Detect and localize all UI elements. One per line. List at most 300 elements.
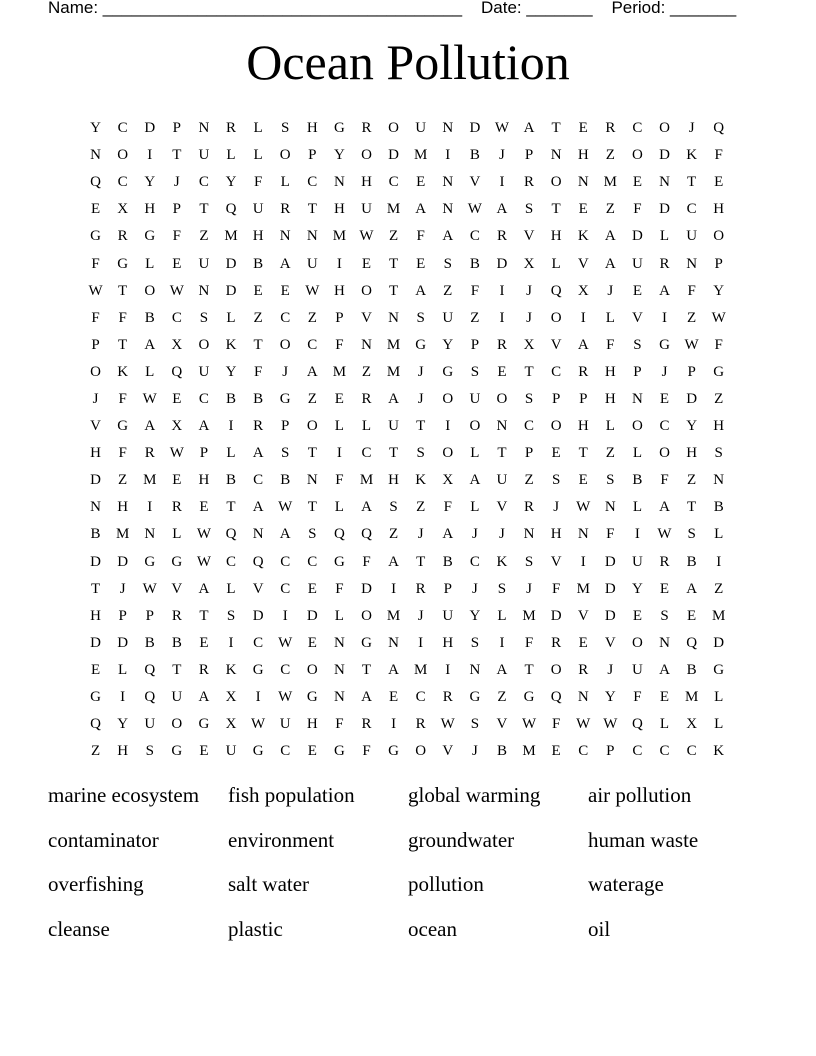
grid-letter: B bbox=[253, 390, 264, 407]
grid-letter: S bbox=[416, 309, 425, 326]
grid-letter: Z bbox=[687, 309, 697, 326]
grid-letter: Q bbox=[225, 201, 237, 218]
grid-letter: S bbox=[281, 445, 290, 462]
grid-letter: M bbox=[414, 661, 428, 678]
grid-row bbox=[82, 115, 732, 142]
grid-letter: W bbox=[88, 282, 103, 299]
grid-letter: C bbox=[361, 445, 372, 462]
grid-letter: A bbox=[279, 526, 291, 543]
grid-letter: C bbox=[632, 743, 643, 760]
grid-letter: U bbox=[198, 363, 210, 380]
grid-letter: I bbox=[391, 716, 397, 733]
grid-letter: G bbox=[90, 689, 101, 706]
grid-letter: D bbox=[117, 553, 129, 570]
grid-letter: C bbox=[280, 661, 291, 678]
grid-letter: U bbox=[198, 147, 210, 164]
grid-letter: E bbox=[659, 689, 670, 706]
grid-letter: A bbox=[306, 363, 318, 380]
grid-letter: B bbox=[253, 255, 264, 272]
grid-letter: W bbox=[278, 499, 293, 516]
grid-letter: L bbox=[361, 418, 372, 435]
grid-letter: M bbox=[386, 336, 401, 353]
grid-letter: T bbox=[118, 282, 128, 299]
grid-letter: G bbox=[659, 336, 670, 353]
grid-letter: N bbox=[144, 526, 156, 543]
grid-letter: L bbox=[497, 607, 507, 624]
grid-letter: J bbox=[553, 499, 560, 516]
grid-letter: W bbox=[494, 120, 510, 137]
grid-letter: O bbox=[496, 390, 508, 407]
grid-letter: T bbox=[199, 201, 209, 218]
grid-letter: O bbox=[388, 120, 399, 137]
grid-letter: E bbox=[687, 607, 697, 624]
grid-letter: G bbox=[469, 689, 481, 706]
grid-letter: R bbox=[117, 228, 128, 245]
grid-letter: J bbox=[282, 363, 289, 380]
grid-letter: S bbox=[714, 445, 723, 462]
grid-letter: F bbox=[524, 634, 534, 651]
grid-letter: Q bbox=[90, 174, 101, 191]
grid-letter: E bbox=[199, 499, 209, 516]
grid-letter: A bbox=[442, 228, 454, 245]
grid-letter: R bbox=[171, 499, 182, 516]
grid-letter: W bbox=[657, 526, 672, 543]
grid-letter: N bbox=[550, 147, 562, 164]
grid-letter: L bbox=[145, 255, 155, 272]
grid-letter: E bbox=[388, 689, 399, 706]
grid-letter: G bbox=[198, 716, 210, 733]
grid-letter: Q bbox=[632, 716, 643, 733]
grid-letter: D bbox=[469, 120, 481, 137]
grid-letter: W bbox=[521, 716, 537, 733]
grid-row bbox=[82, 196, 732, 223]
grid-letter: C bbox=[307, 553, 318, 570]
grid-letter: P bbox=[714, 255, 723, 272]
grid-letter: S bbox=[199, 309, 209, 326]
grid-letter: Z bbox=[605, 147, 615, 164]
grid-letter: Z bbox=[307, 390, 317, 407]
word-list-item: plastic bbox=[228, 916, 283, 941]
grid-letter: E bbox=[172, 390, 182, 407]
grid-letter: B bbox=[144, 309, 155, 326]
grid-letter: I bbox=[147, 499, 153, 516]
grid-letter: A bbox=[577, 336, 589, 353]
grid-letter: C bbox=[198, 390, 209, 407]
grid-letter: G bbox=[333, 743, 345, 760]
grid-letter: I bbox=[580, 309, 586, 326]
grid-letter: C bbox=[171, 309, 182, 326]
grid-letter: J bbox=[417, 607, 424, 624]
grid-letter: B bbox=[686, 553, 697, 570]
grid-letter: W bbox=[359, 228, 374, 245]
grid-letter: J bbox=[526, 580, 532, 597]
header-fields bbox=[48, 0, 736, 18]
grid-letter: T bbox=[388, 282, 399, 299]
grid-letter: D bbox=[604, 553, 616, 570]
grid-letter: R bbox=[415, 580, 426, 597]
grid-letter: Z bbox=[714, 580, 724, 597]
grid-letter: F bbox=[253, 174, 263, 191]
grid-letter: G bbox=[279, 390, 291, 407]
grid-letter: O bbox=[659, 120, 670, 137]
grid-letter: H bbox=[90, 445, 101, 462]
grid-letter: E bbox=[578, 120, 588, 137]
grid-letter: L bbox=[253, 147, 263, 164]
grid-letter: A bbox=[279, 255, 291, 272]
grid-letter: T bbox=[551, 120, 561, 137]
grid-letter: Z bbox=[416, 499, 426, 516]
grid-letter: W bbox=[684, 336, 699, 353]
grid-letter: H bbox=[90, 607, 101, 624]
grid-row bbox=[82, 657, 732, 684]
grid-letter: N bbox=[361, 336, 372, 353]
grid-letter: H bbox=[252, 228, 264, 245]
grid-letter: L bbox=[280, 174, 290, 191]
grid-letter: O bbox=[306, 418, 318, 435]
grid-letter: B bbox=[171, 634, 182, 651]
grid-letter: H bbox=[577, 418, 589, 435]
grid-letter: C bbox=[469, 553, 480, 570]
grid-letter: E bbox=[253, 282, 263, 299]
grid-letter: M bbox=[359, 472, 374, 489]
grid-letter: N bbox=[577, 174, 589, 191]
grid-row bbox=[82, 684, 732, 711]
grid-letter: O bbox=[361, 607, 372, 624]
grid-letter: F bbox=[172, 228, 181, 245]
grid-letter: J bbox=[499, 147, 505, 164]
grid-letter: O bbox=[550, 418, 562, 435]
grid-letter: G bbox=[442, 363, 454, 380]
grid-letter: M bbox=[386, 363, 401, 380]
grid-letter: E bbox=[578, 472, 588, 489]
grid-letter: Y bbox=[604, 689, 616, 706]
grid-letter: Y bbox=[632, 580, 643, 597]
grid-letter: E bbox=[659, 390, 670, 407]
grid-letter: A bbox=[415, 282, 427, 299]
grid-letter: T bbox=[687, 174, 697, 191]
grid-letter: Z bbox=[118, 472, 128, 489]
grid-row bbox=[82, 413, 732, 440]
grid-letter: A bbox=[198, 580, 210, 597]
grid-letter: U bbox=[632, 255, 643, 272]
grid-letter: F bbox=[443, 499, 452, 516]
word-list-item: human waste bbox=[588, 827, 699, 852]
grid-letter: F bbox=[362, 743, 371, 760]
grid-letter: M bbox=[386, 201, 401, 218]
grid-letter: G bbox=[333, 120, 345, 137]
grid-letter: Q bbox=[713, 120, 725, 137]
grid-letter: H bbox=[442, 634, 454, 651]
grid-letter: B bbox=[632, 472, 643, 489]
grid-letter: F bbox=[91, 309, 100, 326]
grid-letter: J bbox=[471, 526, 478, 543]
grid-letter: H bbox=[117, 499, 129, 516]
grid-letter: P bbox=[606, 743, 615, 760]
grid-letter: L bbox=[226, 445, 236, 462]
grid-letter: P bbox=[281, 418, 290, 435]
grid-letter: W bbox=[169, 445, 184, 462]
grid-letter: V bbox=[604, 634, 616, 651]
grid-letter: O bbox=[306, 661, 318, 678]
grid-letter: S bbox=[416, 445, 425, 462]
grid-letter: W bbox=[169, 282, 184, 299]
grid-letter: R bbox=[361, 390, 372, 407]
grid-letter: M bbox=[576, 580, 590, 597]
grid-letter: N bbox=[442, 174, 454, 191]
grid-letter: M bbox=[522, 607, 536, 624]
grid-letter: Y bbox=[144, 174, 156, 191]
grid-letter: S bbox=[497, 580, 507, 597]
grid-letter: Z bbox=[443, 282, 453, 299]
grid-row bbox=[82, 142, 732, 169]
grid-letter: A bbox=[469, 472, 481, 489]
word-list-item: marine ecosystem bbox=[48, 783, 200, 807]
grid-letter: C bbox=[686, 201, 697, 218]
grid-letter: V bbox=[496, 499, 508, 516]
grid-letter: U bbox=[388, 418, 399, 435]
grid-letter: V bbox=[632, 309, 643, 326]
grid-letter: N bbox=[90, 499, 101, 516]
grid-letter: I bbox=[580, 553, 586, 570]
grid-letter: S bbox=[443, 255, 452, 272]
grid-letter: W bbox=[305, 282, 320, 299]
grid-letter: R bbox=[361, 120, 372, 137]
grid-letter: P bbox=[524, 147, 534, 164]
grid-letter: L bbox=[714, 716, 724, 733]
grid-letter: S bbox=[660, 607, 669, 624]
grid-letter: O bbox=[632, 418, 643, 435]
grid-letter: E bbox=[632, 282, 642, 299]
grid-letter: Y bbox=[442, 336, 454, 353]
grid-letter: D bbox=[632, 228, 643, 245]
grid-letter: T bbox=[388, 255, 399, 272]
grid-letter: W bbox=[196, 526, 211, 543]
grid-letter: D bbox=[117, 634, 129, 651]
grid-letter: A bbox=[144, 336, 156, 353]
grid-letter: D bbox=[90, 472, 101, 489]
grid-letter: F bbox=[118, 309, 127, 326]
grid-letter: R bbox=[361, 716, 372, 733]
grid-letter: Q bbox=[144, 689, 156, 706]
grid-letter: T bbox=[253, 336, 263, 353]
grid-letter: H bbox=[604, 390, 616, 407]
grid-letter: K bbox=[496, 553, 508, 570]
grid-letter: L bbox=[714, 689, 724, 706]
grid-letter: S bbox=[524, 390, 534, 407]
grid-letter: N bbox=[252, 526, 264, 543]
grid-letter: A bbox=[388, 390, 399, 407]
grid-letter: C bbox=[117, 174, 128, 191]
grid-letter: N bbox=[306, 228, 318, 245]
grid-letter: W bbox=[576, 499, 591, 516]
grid-letter: Z bbox=[605, 445, 615, 462]
grid-letter: C bbox=[632, 120, 643, 137]
grid-letter: C bbox=[686, 743, 697, 760]
grid-letter: R bbox=[659, 553, 670, 570]
grid-row bbox=[82, 278, 732, 305]
grid-letter: H bbox=[306, 716, 318, 733]
grid-letter: E bbox=[416, 174, 426, 191]
grid-letter: C bbox=[307, 174, 318, 191]
grid-letter: Y bbox=[90, 120, 101, 137]
grid-letter: F bbox=[91, 255, 100, 272]
grid-letter: T bbox=[497, 445, 507, 462]
grid-letter: M bbox=[224, 228, 238, 245]
grid-letter: B bbox=[144, 634, 155, 651]
grid-letter: U bbox=[496, 472, 508, 489]
grid-letter: C bbox=[307, 336, 318, 353]
grid-letter: L bbox=[145, 363, 155, 380]
grid-letter: P bbox=[118, 607, 127, 624]
grid-letter: T bbox=[307, 499, 317, 516]
grid-letter: H bbox=[361, 174, 372, 191]
grid-letter: H bbox=[306, 120, 318, 137]
grid-letter: J bbox=[119, 580, 126, 597]
grid-letter: O bbox=[659, 445, 670, 462]
grid-letter: C bbox=[551, 363, 562, 380]
header-spacer bbox=[593, 0, 612, 17]
grid-letter: S bbox=[145, 743, 154, 760]
grid-letter: N bbox=[333, 174, 345, 191]
grid-letter: M bbox=[522, 743, 536, 760]
grid-letter: I bbox=[499, 282, 505, 299]
grid-letter: I bbox=[662, 309, 668, 326]
grid-letter: U bbox=[171, 689, 183, 706]
grid-letter: M bbox=[603, 174, 617, 191]
grid-letter: N bbox=[442, 201, 454, 218]
grid-letter: E bbox=[334, 390, 344, 407]
grid-letter: P bbox=[308, 147, 317, 164]
grid-letter: O bbox=[361, 282, 372, 299]
grid-letter: V bbox=[252, 580, 264, 597]
grid-letter: G bbox=[306, 689, 318, 706]
grid-letter: R bbox=[659, 255, 670, 272]
grid-letter: T bbox=[687, 499, 697, 516]
grid-letter: F bbox=[335, 336, 344, 353]
grid-row bbox=[82, 630, 732, 657]
grid-row bbox=[82, 332, 732, 359]
grid-letter: F bbox=[118, 445, 127, 462]
grid-letter: C bbox=[659, 418, 670, 435]
grid-letter: E bbox=[551, 445, 561, 462]
grid-letter: R bbox=[442, 689, 453, 706]
grid-letter: X bbox=[171, 336, 183, 353]
grid-letter: S bbox=[606, 472, 615, 489]
grid-row bbox=[82, 386, 732, 413]
word-list-item: overfishing bbox=[48, 872, 144, 897]
grid-letter: F bbox=[551, 580, 561, 597]
grid-letter: N bbox=[198, 282, 210, 299]
grid-letter: I bbox=[120, 689, 126, 706]
grid-row bbox=[82, 169, 732, 196]
word-list-item: groundwater bbox=[408, 827, 515, 852]
grid-letter: L bbox=[632, 499, 642, 516]
grid-letter: K bbox=[225, 661, 237, 678]
grid-letter: I bbox=[228, 634, 234, 651]
word-list-item: ocean bbox=[408, 916, 457, 941]
grid-row bbox=[82, 738, 732, 765]
grid-letter: Z bbox=[497, 689, 507, 706]
grid-letter: Y bbox=[686, 418, 698, 435]
grid-letter: B bbox=[226, 390, 237, 407]
grid-letter: S bbox=[470, 716, 480, 733]
grid-letter: O bbox=[632, 147, 643, 164]
grid-letter: U bbox=[144, 716, 156, 733]
grid-letter: K bbox=[686, 147, 698, 164]
grid-letter: D bbox=[388, 147, 399, 164]
grid-letter: N bbox=[333, 634, 345, 651]
grid-letter: P bbox=[579, 390, 588, 407]
grid-letter: H bbox=[604, 363, 616, 380]
grid-letter: X bbox=[686, 716, 698, 733]
grid-letter: B bbox=[469, 255, 480, 272]
grid-letter: S bbox=[470, 634, 480, 651]
grid-letter: C bbox=[415, 689, 426, 706]
grid-letter: I bbox=[634, 526, 640, 543]
grid-letter: E bbox=[172, 255, 182, 272]
name-field-label[interactable]: Name: ______________________________________ bbox=[48, 0, 463, 17]
grid-letter: A bbox=[659, 661, 670, 678]
word-list-item: global warming bbox=[408, 783, 541, 807]
grid-letter: W bbox=[251, 716, 266, 733]
grid-letter: I bbox=[228, 418, 234, 435]
grid-letter: R bbox=[578, 661, 589, 678]
grid-letter: E bbox=[199, 743, 209, 760]
grid-letter: U bbox=[442, 309, 454, 326]
grid-letter: J bbox=[661, 363, 668, 380]
grid-letter: U bbox=[469, 390, 481, 407]
grid-letter: X bbox=[225, 689, 237, 706]
grid-letter: W bbox=[278, 689, 293, 706]
grid-letter: T bbox=[172, 661, 182, 678]
grid-letter: Z bbox=[687, 472, 697, 489]
grid-letter: D bbox=[252, 607, 264, 624]
grid-letter: L bbox=[605, 418, 615, 435]
period-field-label[interactable]: Period: _______ bbox=[611, 0, 737, 17]
grid-letter: I bbox=[336, 255, 342, 272]
grid-letter: K bbox=[225, 336, 237, 353]
grid-letter: S bbox=[687, 526, 696, 543]
grid-letter: Z bbox=[307, 309, 317, 326]
grid-letter: G bbox=[361, 634, 372, 651]
grid-letter: A bbox=[361, 689, 372, 706]
grid-letter: Z bbox=[199, 228, 209, 245]
grid-letter: R bbox=[578, 363, 589, 380]
grid-letter: I bbox=[499, 309, 505, 326]
grid-letter: M bbox=[386, 607, 401, 624]
grid-letter: L bbox=[172, 526, 182, 543]
grid-letter: W bbox=[278, 634, 293, 651]
grid-letter: I bbox=[282, 607, 288, 624]
grid-letter: U bbox=[686, 228, 698, 245]
grid-letter: Z bbox=[524, 472, 534, 489]
grid-letter: T bbox=[578, 445, 588, 462]
grid-letter: H bbox=[550, 526, 562, 543]
grid-letter: G bbox=[144, 553, 156, 570]
grid-letter: T bbox=[551, 201, 561, 218]
word-search-grid bbox=[82, 115, 732, 765]
date-field-label[interactable]: Date: _______ bbox=[480, 0, 593, 17]
grid-letter: Y bbox=[469, 607, 481, 624]
grid-letter: A bbox=[686, 580, 698, 597]
grid-letter: E bbox=[416, 255, 426, 272]
grid-letter: W bbox=[196, 553, 211, 570]
grid-letter: T bbox=[416, 418, 426, 435]
grid-letter: C bbox=[388, 174, 399, 191]
grid-letter: V bbox=[469, 174, 481, 191]
grid-letter: C bbox=[280, 743, 291, 760]
grid-letter: M bbox=[414, 147, 428, 164]
